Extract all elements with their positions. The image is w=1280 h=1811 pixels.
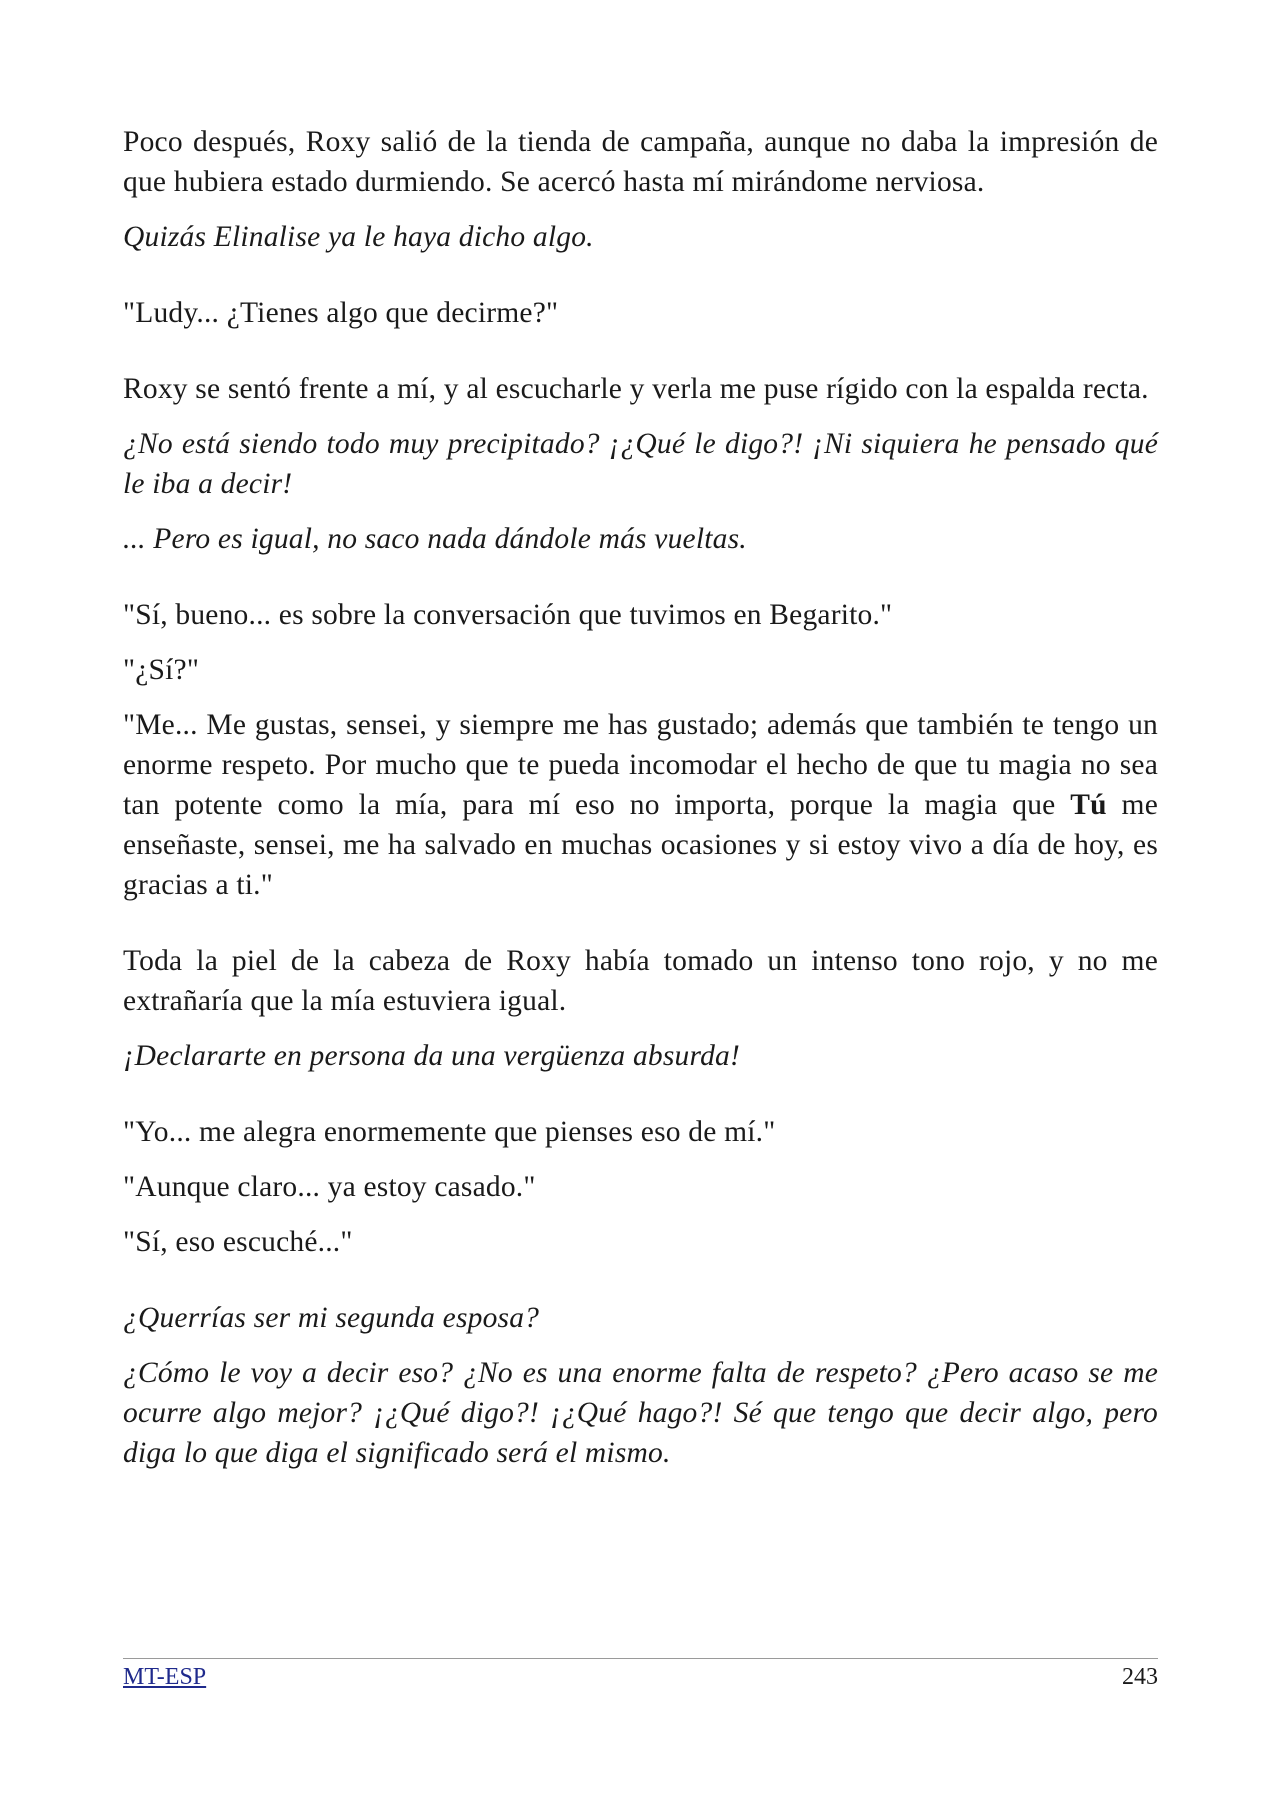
paragraph-italic: ¡Declararte en persona da una vergüenza absurda! (123, 1040, 741, 1072)
paragraph-italic: ¿Cómo le voy a decir eso? ¿No es una enorme falta de respeto? ¿Pero acaso se me ocurre algo mejor? ¡¿Qué digo?! ¡¿Qué hago?! Sé que tengo que decir algo, pero diga lo que diga el significado será el mismo. (123, 1357, 1158, 1469)
paragraph: Toda la piel de la cabeza de Roxy había tomado un intenso tono rojo, y no me extrañaría que la mía estuviera igual. (123, 945, 1158, 1017)
dialogue-line: "Ludy... ¿Tienes algo que decirme?" (123, 297, 559, 329)
dialogue-line: "Aunque claro... ya estoy casado." (123, 1171, 536, 1203)
paragraph-italic: ... Pero es igual, no saco nada dándole más vueltas. (123, 523, 747, 555)
paragraph: Poco después, Roxy salió de la tienda de campaña, aunque no daba la impresión de que hubiera estado durmiendo. Se acercó hasta mí mirándome nerviosa. (123, 126, 1158, 198)
paragraph-italic: ¿No está siendo todo muy precipitado? ¡¿Qué le digo?! ¡Ni siquiera he pensado qué le iba a decir! (123, 428, 1158, 500)
text-run: me enseñaste, sensei, me ha salvado en muchas ocasiones y si estoy vivo a día de hoy, es gracias a ti." (123, 789, 1158, 901)
dialogue-line: "Yo... me alegra enormemente que pienses eso de mí." (123, 1116, 776, 1148)
page-footer (123, 1658, 1158, 1692)
text-run: "Me... Me gustas, sensei, y siempre me has gustado; además que también te tengo un enorme respeto. Por mucho que te pueda incomodar el hecho de que tu magia no sea tan potente como la mía, para mí eso no importa, porque la magia que (123, 709, 1158, 821)
page-number: 243 (1122, 1664, 1158, 1690)
footer-link[interactable]: MT-ESP (123, 1664, 207, 1690)
dialogue-line: "Sí, bueno... es sobre la conversación que tuvimos en Begarito." (123, 599, 893, 631)
bold-word: Tú (1070, 789, 1107, 821)
dialogue-line: "¿Sí?" (123, 654, 200, 686)
page-body (123, 122, 1158, 1488)
paragraph-italic: Quizás Elinalise ya le haya dicho algo. (123, 221, 594, 253)
paragraph: Roxy se sentó frente a mí, y al escucharle y verla me puse rígido con la espalda recta. (123, 373, 1149, 405)
dialogue-paragraph (123, 705, 1158, 905)
paragraph-italic: ¿Querrías ser mi segunda esposa? (123, 1302, 540, 1334)
dialogue-line: "Sí, eso escuché..." (123, 1226, 353, 1258)
